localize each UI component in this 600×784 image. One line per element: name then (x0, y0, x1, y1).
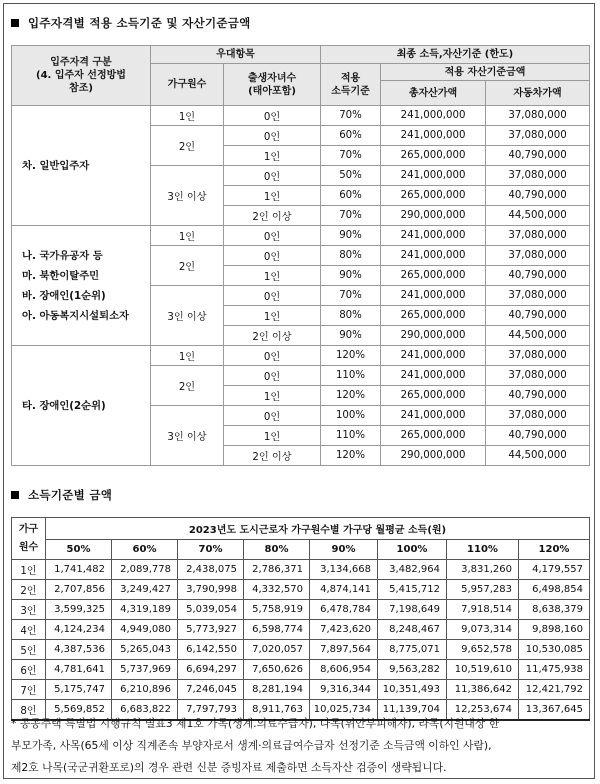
car-value-cell: 40,790,000 (486, 386, 590, 406)
footnote (11, 713, 591, 779)
household-size-cell: 7인 (12, 680, 46, 700)
eligibility-category (12, 106, 151, 226)
applied-income-cell: 70% (321, 146, 381, 166)
income-cell: 1,741,482 (46, 560, 112, 580)
income-cell: 5,737,969 (112, 660, 178, 680)
income-cell: 7,020,057 (244, 640, 310, 660)
square-bullet-icon (11, 19, 19, 27)
footnote-line: 제2호 나목(국군귀환포로)의 경우 관련 신분 증빙자료 제출하면 소득자산 검증이 생략됩니다. (11, 761, 447, 774)
category-line: 바. 장애인(1순위) (22, 289, 106, 302)
household-cell: 1인 (151, 226, 224, 246)
births-cell: 0인 (224, 286, 321, 306)
income-cell: 7,423,620 (310, 620, 378, 640)
applied-income-cell: 120% (321, 346, 381, 366)
income-cell: 9,652,578 (447, 640, 519, 660)
income-cell: 6,694,297 (178, 660, 244, 680)
total-asset-cell: 290,000,000 (381, 206, 486, 226)
income-cell: 4,874,141 (310, 580, 378, 600)
header-household-size: 가구 원수 (12, 518, 46, 560)
total-asset-cell: 265,000,000 (381, 146, 486, 166)
income-cell: 11,386,642 (447, 680, 519, 700)
car-value-cell: 40,790,000 (486, 146, 590, 166)
percent-header: 70% (178, 540, 244, 560)
household-cell: 3인 이상 (151, 166, 224, 226)
total-asset-cell: 265,000,000 (381, 386, 486, 406)
applied-income-cell: 60% (321, 186, 381, 206)
applied-income-cell: 80% (321, 306, 381, 326)
births-cell: 2인 이상 (224, 326, 321, 346)
income-cell: 9,073,314 (447, 620, 519, 640)
total-asset-cell: 241,000,000 (381, 406, 486, 426)
births-cell: 0인 (224, 166, 321, 186)
percent-header: 50% (46, 540, 112, 560)
income-cell: 8,248,467 (378, 620, 447, 640)
category-line: 타. 장애인(2순위) (22, 399, 106, 412)
table-row (12, 560, 590, 580)
income-cell: 8,775,071 (378, 640, 447, 660)
income-cell: 6,683,822 (112, 700, 178, 721)
income-cell: 4,949,080 (112, 620, 178, 640)
income-cell: 10,351,493 (378, 680, 447, 700)
births-cell: 1인 (224, 186, 321, 206)
income-cell: 5,265,043 (112, 640, 178, 660)
income-cell: 2,089,778 (112, 560, 178, 580)
footnote-line: 부모가족, 사목(65세 이상 직계존속 부양자로서 생계·의료급여수급자 선정기준 소득금액 이하인 사람), (11, 739, 492, 752)
car-value-cell: 37,080,000 (486, 346, 590, 366)
table-row (12, 106, 590, 126)
household-cell: 3인 이상 (151, 406, 224, 466)
births-cell: 0인 (224, 126, 321, 146)
income-cell: 5,758,919 (244, 600, 310, 620)
header-final-criteria: 최종 소득,자산기준 (한도) (321, 46, 590, 64)
total-asset-cell: 241,000,000 (381, 126, 486, 146)
table-row (12, 600, 590, 620)
income-cell: 12,253,674 (447, 700, 519, 721)
household-cell: 2인 (151, 246, 224, 286)
income-cell: 10,025,734 (310, 700, 378, 721)
income-cell: 7,246,045 (178, 680, 244, 700)
births-cell: 1인 (224, 426, 321, 446)
applied-income-cell: 90% (321, 266, 381, 286)
births-cell: 2인 이상 (224, 446, 321, 466)
table-row (12, 620, 590, 640)
car-value-cell: 44,500,000 (486, 326, 590, 346)
income-cell: 6,598,774 (244, 620, 310, 640)
square-bullet-icon (11, 491, 19, 499)
category-line: 차. 일반입주자 (22, 159, 90, 172)
income-cell: 7,650,626 (244, 660, 310, 680)
percent-header: 80% (244, 540, 310, 560)
income-cell: 11,475,938 (519, 660, 590, 680)
car-value-cell: 37,080,000 (486, 226, 590, 246)
eligibility-table (11, 45, 590, 466)
income-cell: 3,831,260 (447, 560, 519, 580)
total-asset-cell: 265,000,000 (381, 186, 486, 206)
income-cell: 4,179,557 (519, 560, 590, 580)
household-cell: 3인 이상 (151, 286, 224, 346)
births-cell: 0인 (224, 106, 321, 126)
income-cell: 9,563,282 (378, 660, 447, 680)
income-cell: 9,316,344 (310, 680, 378, 700)
income-cell: 2,707,856 (46, 580, 112, 600)
income-cell: 8,911,763 (244, 700, 310, 721)
income-cell: 4,332,570 (244, 580, 310, 600)
income-cell: 5,175,747 (46, 680, 112, 700)
car-value-cell: 44,500,000 (486, 446, 590, 466)
header-household: 가구원수 (151, 64, 224, 106)
header-priority: 우대항목 (151, 46, 321, 64)
percent-header: 100% (378, 540, 447, 560)
income-cell: 4,124,234 (46, 620, 112, 640)
applied-income-cell: 90% (321, 226, 381, 246)
eligibility-category (12, 346, 151, 466)
income-cell: 4,387,536 (46, 640, 112, 660)
eligibility-category (12, 226, 151, 346)
applied-income-cell: 120% (321, 446, 381, 466)
income-table (11, 517, 590, 721)
births-cell: 0인 (224, 226, 321, 246)
income-cell: 3,134,668 (310, 560, 378, 580)
births-cell: 0인 (224, 366, 321, 386)
section2-title-text: 소득기준별 금액 (28, 488, 113, 502)
car-value-cell: 37,080,000 (486, 246, 590, 266)
car-value-cell: 37,080,000 (486, 406, 590, 426)
applied-income-cell: 90% (321, 326, 381, 346)
births-cell: 1인 (224, 386, 321, 406)
household-size-cell: 5인 (12, 640, 46, 660)
income-cell: 6,498,854 (519, 580, 590, 600)
header-total-asset: 총자산가액 (381, 81, 486, 106)
births-cell: 1인 (224, 146, 321, 166)
income-cell: 7,918,514 (447, 600, 519, 620)
applied-income-cell: 120% (321, 386, 381, 406)
income-cell: 3,249,427 (112, 580, 178, 600)
income-cell: 6,142,550 (178, 640, 244, 660)
table-row (12, 346, 590, 366)
table-row (12, 640, 590, 660)
header-eligibility-category: 입주자격 구분 (4. 입주자 선정방법 참조) (12, 46, 151, 106)
table-row (12, 226, 590, 246)
percent-header: 110% (447, 540, 519, 560)
household-cell: 1인 (151, 106, 224, 126)
applied-income-cell: 100% (321, 406, 381, 426)
household-size-cell: 6인 (12, 660, 46, 680)
applied-income-cell: 70% (321, 206, 381, 226)
section1-title (11, 15, 251, 31)
car-value-cell: 37,080,000 (486, 286, 590, 306)
car-value-cell: 44,500,000 (486, 206, 590, 226)
total-asset-cell: 265,000,000 (381, 306, 486, 326)
car-value-cell: 40,790,000 (486, 266, 590, 286)
household-size-cell: 4인 (12, 620, 46, 640)
applied-income-cell: 70% (321, 106, 381, 126)
header-asset-group: 적용 자산기준금액 (381, 64, 590, 81)
car-value-cell: 40,790,000 (486, 186, 590, 206)
applied-income-cell: 110% (321, 426, 381, 446)
applied-income-cell: 80% (321, 246, 381, 266)
income-cell: 5,957,283 (447, 580, 519, 600)
total-asset-cell: 241,000,000 (381, 106, 486, 126)
income-cell: 7,897,564 (310, 640, 378, 660)
household-cell: 1인 (151, 346, 224, 366)
income-cell: 6,478,784 (310, 600, 378, 620)
income-cell: 5,773,927 (178, 620, 244, 640)
car-value-cell: 37,080,000 (486, 166, 590, 186)
percent-header: 60% (112, 540, 178, 560)
births-cell: 2인 이상 (224, 206, 321, 226)
car-value-cell: 40,790,000 (486, 306, 590, 326)
income-cell: 2,786,371 (244, 560, 310, 580)
household-cell: 2인 (151, 126, 224, 166)
births-cell: 0인 (224, 406, 321, 426)
income-cell: 5,569,852 (46, 700, 112, 721)
income-cell: 5,415,712 (378, 580, 447, 600)
total-asset-cell: 265,000,000 (381, 426, 486, 446)
births-cell: 1인 (224, 266, 321, 286)
income-cell: 11,139,704 (378, 700, 447, 721)
income-cell: 8,281,194 (244, 680, 310, 700)
income-cell: 8,638,379 (519, 600, 590, 620)
income-cell: 3,599,325 (46, 600, 112, 620)
section2-title (11, 487, 112, 503)
header-car-value: 자동차가액 (486, 81, 590, 106)
header-births: 출생자녀수 (태아포함) (224, 64, 321, 106)
income-cell: 3,790,998 (178, 580, 244, 600)
applied-income-cell: 50% (321, 166, 381, 186)
income-cell: 7,198,649 (378, 600, 447, 620)
total-asset-cell: 265,000,000 (381, 266, 486, 286)
table-row (12, 580, 590, 600)
household-size-cell: 2인 (12, 580, 46, 600)
table-row (12, 660, 590, 680)
car-value-cell: 37,080,000 (486, 106, 590, 126)
income-cell: 5,039,054 (178, 600, 244, 620)
income-cell: 10,519,610 (447, 660, 519, 680)
income-cell: 7,797,793 (178, 700, 244, 721)
car-value-cell: 37,080,000 (486, 366, 590, 386)
category-line: 아. 아동복지시설퇴소자 (22, 309, 129, 322)
car-value-cell: 40,790,000 (486, 426, 590, 446)
applied-income-cell: 60% (321, 126, 381, 146)
header-applied-income: 적용 소득기준 (321, 64, 381, 106)
percent-header: 120% (519, 540, 590, 560)
total-asset-cell: 241,000,000 (381, 286, 486, 306)
table-row (12, 680, 590, 700)
income-cell: 4,781,641 (46, 660, 112, 680)
footnote-line: * 공공주택 특별법 시행규칙 별표3 제1호 가목(생계.의료수급자), 다목(위안부피해자), 라목(지원대상 한 (11, 717, 500, 730)
income-cell: 6,210,896 (112, 680, 178, 700)
total-asset-cell: 290,000,000 (381, 326, 486, 346)
income-cell: 8,606,954 (310, 660, 378, 680)
household-size-cell: 1인 (12, 560, 46, 580)
income-cell: 2,438,075 (178, 560, 244, 580)
household-size-cell: 3인 (12, 600, 46, 620)
car-value-cell: 37,080,000 (486, 126, 590, 146)
total-asset-cell: 241,000,000 (381, 246, 486, 266)
income-cell: 13,367,645 (519, 700, 590, 721)
applied-income-cell: 110% (321, 366, 381, 386)
total-asset-cell: 241,000,000 (381, 226, 486, 246)
births-cell: 0인 (224, 346, 321, 366)
total-asset-cell: 290,000,000 (381, 446, 486, 466)
income-cell: 4,319,189 (112, 600, 178, 620)
header-monthly-income: 2023년도 도시근로자 가구원수별 가구당 월평균 소득(원) (46, 518, 590, 540)
income-cell: 9,898,160 (519, 620, 590, 640)
household-size-cell: 8인 (12, 700, 46, 721)
category-line: 나. 국가유공자 등 (22, 249, 103, 262)
applied-income-cell: 70% (321, 286, 381, 306)
income-cell: 10,530,085 (519, 640, 590, 660)
household-cell: 2인 (151, 366, 224, 406)
percent-header: 90% (310, 540, 378, 560)
total-asset-cell: 241,000,000 (381, 166, 486, 186)
income-cell: 12,421,792 (519, 680, 590, 700)
category-line: 마. 북한이탈주민 (22, 269, 100, 282)
births-cell: 1인 (224, 306, 321, 326)
births-cell: 0인 (224, 246, 321, 266)
section1-title-text: 입주자격별 적용 소득기준 및 자산기준금액 (28, 16, 251, 30)
total-asset-cell: 241,000,000 (381, 366, 486, 386)
total-asset-cell: 241,000,000 (381, 346, 486, 366)
income-cell: 3,482,964 (378, 560, 447, 580)
